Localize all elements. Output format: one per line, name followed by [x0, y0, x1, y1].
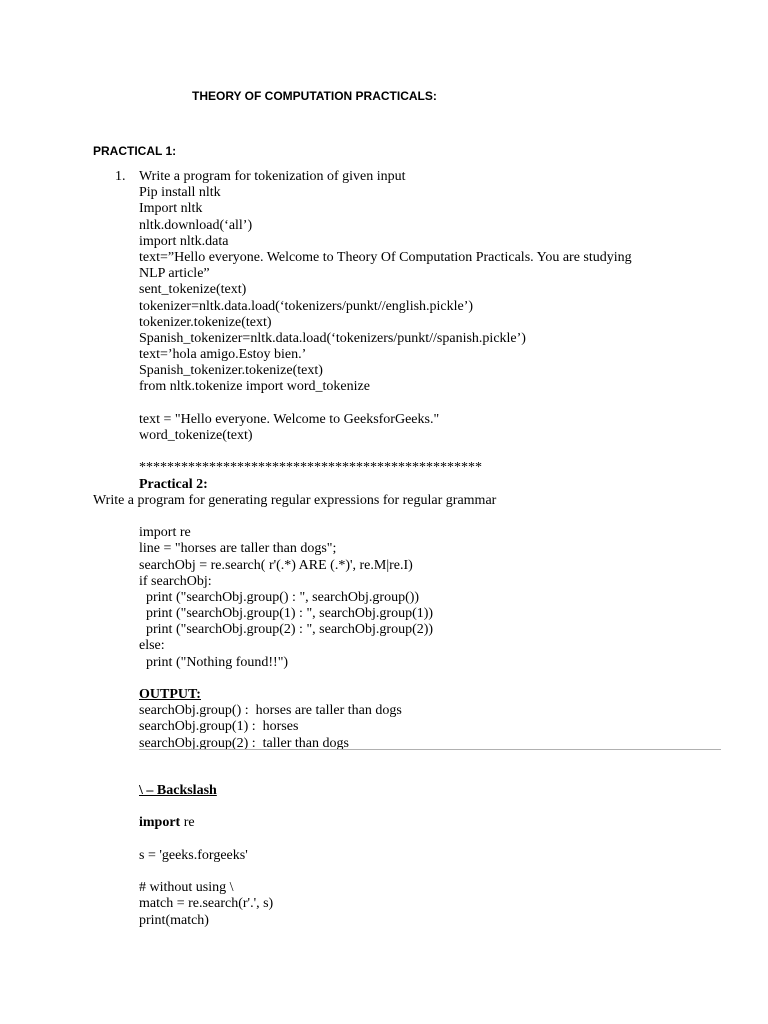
- practical-2-task: Write a program for generating regular expressions for regular grammar: [93, 492, 497, 508]
- output-line: searchObj.group(2) : taller than dogs: [139, 735, 349, 751]
- code-line: tokenizer=nltk.data.load(‘tokenizers/punkt//english.pickle’): [139, 298, 474, 314]
- code-line: Import nltk: [139, 201, 203, 217]
- practical-2-heading: Practical 2:: [139, 476, 208, 492]
- code-line: else:: [139, 638, 165, 654]
- list-number: 1.: [115, 169, 126, 184]
- code-line: import re: [139, 525, 191, 541]
- import-keyword: import: [139, 815, 181, 831]
- blank-line: [139, 396, 739, 412]
- code-line: print ("searchObj.group(2) : ", searchObj.group(2)): [139, 622, 434, 638]
- code-line: tokenizer.tokenize(text): [139, 314, 272, 330]
- code-line: searchObj = re.search( r'(.*) ARE (.*)', re.M|re.I): [139, 557, 413, 573]
- code-line: word_tokenize(text): [139, 428, 253, 443]
- blank-line: [139, 444, 739, 460]
- code-line: if searchObj:: [139, 573, 212, 589]
- separator-line: *************************************************: [139, 460, 482, 476]
- code-line: Spanish_tokenizer.tokenize(text): [139, 363, 323, 379]
- code-line: print ("Nothing found!!"): [139, 654, 289, 670]
- document-title: THEORY OF COMPUTATION PRACTICALS:: [192, 89, 437, 103]
- code-line: from nltk.tokenize import word_tokenize: [139, 379, 370, 395]
- practical-1-task: Write a program for tokenization of given input: [139, 169, 406, 184]
- backslash-heading: \ – Backslash: [139, 783, 217, 798]
- import-module: re: [180, 815, 195, 831]
- code-line: NLP article”: [139, 266, 210, 282]
- code-line: text=’hola amigo.Estoy bien.’: [139, 347, 307, 363]
- output-line: searchObj.group(1) : horses: [139, 719, 299, 735]
- practical-1-heading: PRACTICAL 1:: [93, 144, 177, 158]
- code-line: s = 'geeks.forgeeks': [139, 847, 248, 863]
- code-line: text=”Hello everyone. Welcome to Theory Of Computation Practicals. You are studying: [139, 249, 632, 265]
- blank-line: [139, 509, 739, 525]
- code-line: sent_tokenize(text): [139, 282, 247, 298]
- code-line: Pip install nltk: [139, 185, 221, 201]
- code-line: import nltk.data: [139, 233, 229, 249]
- output-line: searchObj.group() : horses are taller than dogs: [139, 703, 402, 719]
- code-line: match = re.search(r'.', s): [139, 896, 274, 912]
- practical-content: [93, 169, 739, 752]
- horizontal-rule: [139, 749, 721, 750]
- import-line: [139, 815, 739, 831]
- code-line: print(match): [139, 912, 209, 928]
- output-heading: OUTPUT:: [139, 687, 201, 702]
- code-line: print ("searchObj.group() : ", searchObj.group()): [139, 589, 420, 605]
- code-line: Spanish_tokenizer=nltk.data.load(‘tokenizers/punkt//spanish.pickle’): [139, 330, 526, 346]
- blank-line: [139, 799, 739, 815]
- code-line: line = "horses are taller than dogs";: [139, 541, 337, 557]
- backslash-section: [139, 783, 739, 929]
- code-line: print ("searchObj.group(1) : ", searchObj.group(1)): [139, 606, 434, 622]
- code-line: nltk.download(‘all’): [139, 217, 253, 233]
- blank-line: [139, 832, 739, 848]
- blank-line: [139, 671, 739, 687]
- code-comment: # without using \: [139, 880, 234, 896]
- code-line: text = "Hello everyone. Welcome to GeeksforGeeks.": [139, 411, 440, 427]
- blank-line: [139, 864, 739, 880]
